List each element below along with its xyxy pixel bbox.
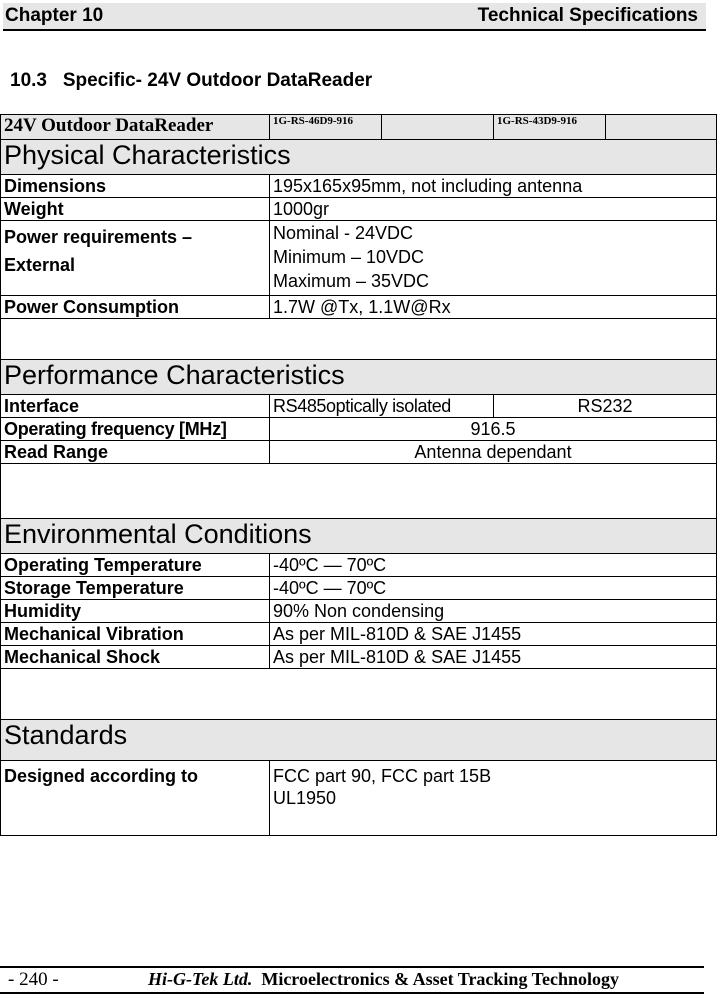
company-tagline: Microelectronics & Asset Tracking Technology: [261, 969, 619, 989]
spec-row: [1, 646, 717, 669]
spec-row: [1, 577, 717, 600]
spec-row: [1, 221, 717, 296]
spec-row: [1, 198, 717, 221]
frequency-label: Operating frequency [MHz]: [1, 418, 270, 441]
vibration-value: As per MIL-810D & SAE J1455: [270, 623, 717, 646]
spec-row: [1, 554, 717, 577]
model-a: 1G-RS-46D9-916: [270, 115, 382, 140]
power-values: [270, 221, 717, 296]
performance-heading: Performance Characteristics: [1, 360, 717, 395]
interface-label: Interface: [1, 395, 270, 418]
spec-row: [1, 418, 717, 441]
designed-values: [270, 761, 717, 836]
humidity-label: Humidity: [1, 600, 270, 623]
interface-value-b: RS232: [494, 395, 717, 418]
model-b-blank: [606, 115, 717, 140]
spec-row: [1, 600, 717, 623]
op-temp-label: Operating Temperature: [1, 554, 270, 577]
spec-row: [1, 175, 717, 198]
designed-line1: FCC part 90, FCC part 15B: [273, 766, 492, 786]
power-label-line1: Power requirements –: [4, 227, 193, 247]
spec-row: [1, 395, 717, 418]
page-number: - 240 -: [8, 969, 59, 990]
humidity-value: 90% Non condensing: [270, 600, 717, 623]
spacer-row: [1, 319, 717, 360]
page-header: [3, 3, 706, 31]
section-row-environment: [1, 519, 717, 554]
spec-table: [0, 114, 717, 836]
interface-value-a: RS485optically isolated: [270, 395, 494, 418]
dimensions-label: Dimensions: [1, 175, 270, 198]
power-label-line2: External: [4, 255, 76, 275]
section-row-standards: [1, 720, 717, 761]
designed-line2: UL1950: [273, 788, 337, 808]
vibration-label: Mechanical Vibration: [1, 623, 270, 646]
power-max: Maximum – 35VDC: [273, 271, 430, 291]
shock-label: Mechanical Shock: [1, 646, 270, 669]
environment-heading: Environmental Conditions: [1, 519, 717, 554]
model-header-row: [1, 115, 717, 140]
op-temp-value: -40ºC — 70ºC: [270, 554, 717, 577]
st-temp-value: -40ºC — 70ºC: [270, 577, 717, 600]
spacer-row: [1, 464, 717, 519]
dimensions-value: 195x165x95mm, not including antenna: [270, 175, 717, 198]
range-value: Antenna dependant: [270, 441, 717, 464]
spec-row: [1, 761, 717, 836]
model-b: 1G-RS-43D9-916: [494, 115, 606, 140]
standards-heading: Standards: [1, 720, 717, 761]
spec-row: [1, 296, 717, 319]
weight-label: Weight: [1, 198, 270, 221]
st-temp-label: Storage Temperature: [1, 577, 270, 600]
frequency-value: 916.5: [270, 418, 717, 441]
spec-row: [1, 441, 717, 464]
power-min: Minimum – 10VDC: [273, 247, 425, 267]
model-a-blank: [382, 115, 494, 140]
section-row-physical: [1, 140, 717, 175]
spec-row: [1, 623, 717, 646]
section-title: 10.3 Specific- 24V Outdoor DataReader: [10, 70, 373, 91]
product-name: 24V Outdoor DataReader: [1, 115, 270, 140]
power-label: [1, 221, 270, 296]
company-name: Hi-G-Tek Ltd.: [148, 969, 253, 989]
power-nominal: Nominal - 24VDC: [273, 223, 414, 243]
spacer-row: [1, 669, 717, 720]
consumption-value: 1.7W @Tx, 1.1W@Rx: [270, 296, 717, 319]
chapter-label: Chapter 10: [5, 5, 104, 26]
page-footer: [0, 966, 704, 994]
weight-value: 1000gr: [270, 198, 717, 221]
chapter-title: Technical Specifications: [477, 5, 698, 26]
company-line: [148, 969, 619, 990]
shock-value: As per MIL-810D & SAE J1455: [270, 646, 717, 669]
range-label: Read Range: [1, 441, 270, 464]
section-row-performance: [1, 360, 717, 395]
designed-label: Designed according to: [1, 761, 270, 836]
physical-heading: Physical Characteristics: [1, 140, 717, 175]
consumption-label: Power Consumption: [1, 296, 270, 319]
